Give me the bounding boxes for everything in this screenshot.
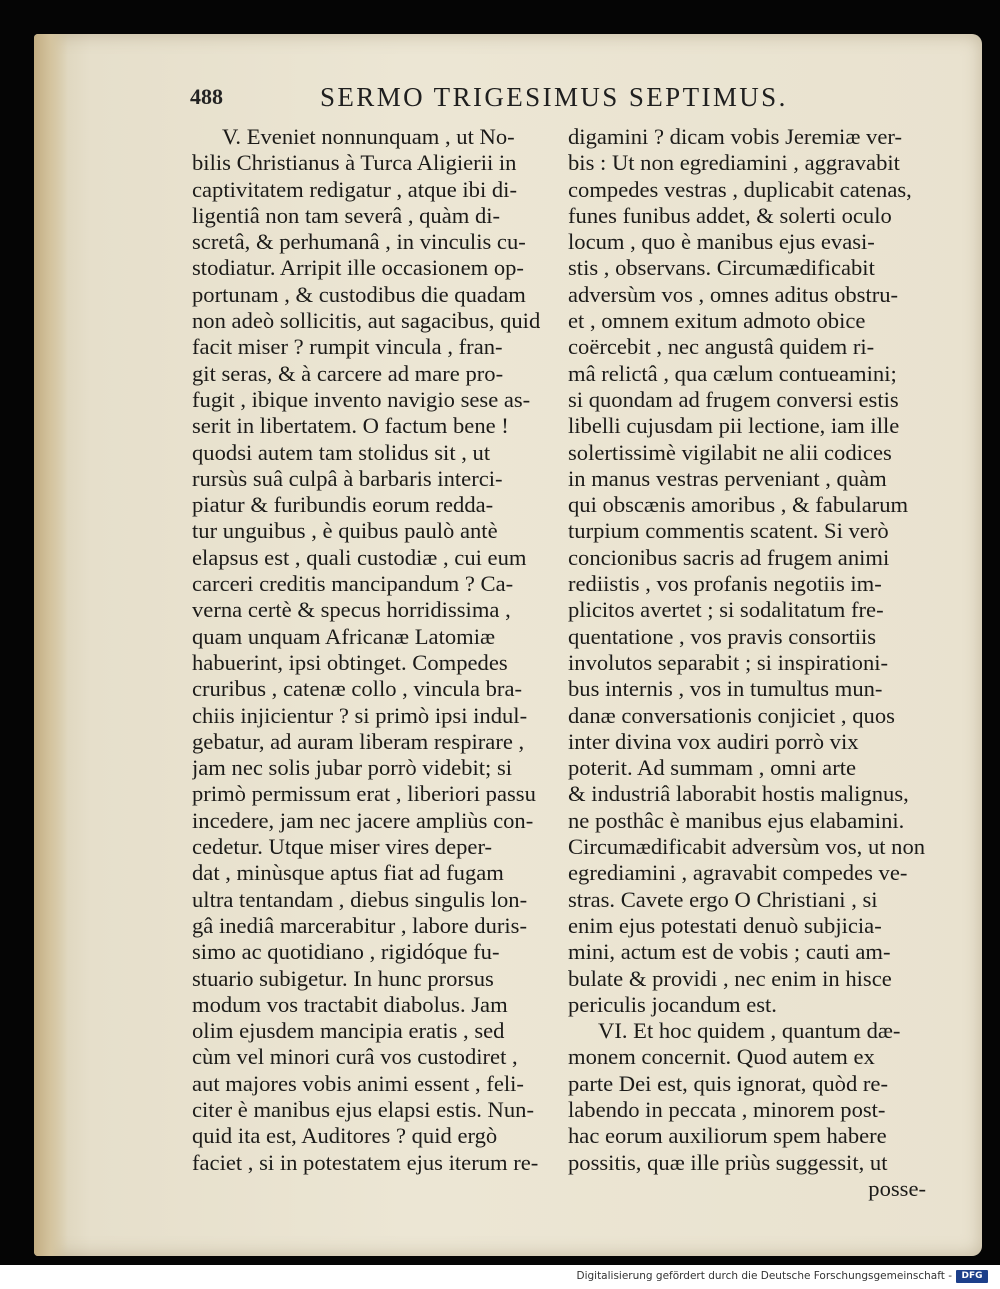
text-line: facit miser ? rumpit vincula , fran-	[192, 334, 503, 360]
text-line: primò permissum erat , liberiori passu	[192, 781, 536, 807]
text-line: libelli cujusdam pii lectione, iam ille	[568, 413, 900, 439]
text-line: adversùm vos , omnes aditus obstru-	[568, 281, 899, 307]
text-line: turpium commentis scatent. Si verò	[568, 518, 889, 544]
text-line: bis : Ut non egrediamini , aggravabit	[568, 150, 900, 176]
text-line: si quondam ad frugem conversi estis	[568, 386, 899, 412]
text-line: concionibus sacris ad frugem animi	[568, 544, 890, 570]
text-line: VI. Et hoc quidem , quantum dæ-	[598, 1018, 901, 1044]
text-line: ultra tentandam , diebus singulis lon-	[192, 886, 528, 912]
text-line: verna certè & specus horridissima ,	[192, 597, 511, 623]
text-line: compedes vestras , duplicabit catenas,	[568, 176, 912, 202]
right-text-column	[568, 124, 926, 1202]
text-line: aut majores vobis animi essent , feli-	[192, 1070, 524, 1096]
text-line: modum vos tractabit diabolus. Jam	[192, 991, 508, 1017]
text-line: citer è manibus ejus elapsi estis. Nun-	[192, 1096, 534, 1122]
page-number: 488	[190, 84, 223, 109]
text-line: stis , observans. Circumædificabit	[568, 255, 875, 281]
text-line: danæ conversationis conjiciet , quos	[568, 702, 895, 728]
text-line: quodsi autem tam stolidus sit , ut	[192, 439, 491, 465]
text-line: et , omnem exitum admoto obice	[568, 308, 866, 334]
text-line: digamini ? dicam vobis Jeremiæ ver-	[568, 124, 902, 149]
text-line: rursùs suâ culpâ à barbaris interci-	[192, 465, 503, 491]
text-line: bulate & providi , nec enim in hisce	[568, 965, 892, 991]
text-line: in manus vestras perveniant , quàm	[568, 465, 887, 491]
text-line: cruribus , catenæ collo , vincula bra-	[192, 676, 523, 702]
text-line: mini, actum est de vobis ; cauti am-	[568, 939, 891, 965]
text-line: locum , quo è manibus ejus evasi-	[568, 229, 875, 255]
text-line: rediistis , vos profanis negotiis im-	[568, 571, 882, 597]
text-line: cedetur. Utque miser vires deper-	[192, 834, 493, 860]
dfg-logo-icon: DFG	[956, 1270, 988, 1283]
text-line: non adeò sollicitis, aut sagacibus, quid	[192, 308, 541, 334]
text-line: labendo in peccata , minorem post-	[568, 1096, 886, 1122]
text-line: habuerint, ipsi obtinget. Compedes	[192, 649, 508, 675]
text-line: Circumædificabit adversùm vos, ut non	[568, 834, 926, 860]
text-line: incedere, jam nec jacere ampliùs con-	[192, 807, 534, 833]
text-line: elapsus est , quali custodiæ , cui eum	[192, 544, 527, 570]
text-line: involutos separabit ; si inspirationi-	[568, 649, 889, 675]
text-line: mâ relictâ , qua cælum contueamini;	[568, 360, 897, 386]
text-line: coërcebit , nec angustâ quidem ri-	[568, 334, 875, 360]
text-line: periculis jocandum est.	[568, 991, 777, 1017]
text-line: egrediamini , agravabit compedes ve-	[568, 860, 908, 886]
left-text-column	[192, 124, 554, 1176]
text-line: dat , minùsque aptus fiat ad fugam	[192, 860, 504, 886]
text-line: olim ejusdem mancipia eratis , sed	[192, 1018, 505, 1044]
text-line: chiis injicientur ? si primò ipsi indul-	[192, 702, 528, 728]
text-line: bus internis , vos in tumultus mun-	[568, 676, 883, 702]
text-line: enim ejus potestati denuò subjicia-	[568, 912, 882, 938]
text-line: git seras, & à carcere ad mare pro-	[192, 360, 504, 386]
page-edge-shadow	[34, 34, 68, 1256]
text-line: plicitos avertet ; si sodalitatum fre-	[568, 597, 884, 623]
text-line: ne posthâc è manibus ejus elabamini.	[568, 807, 905, 833]
text-line: quentatione , vos pravis consortiis	[568, 623, 877, 649]
text-line: faciet , si in potestatem ejus iterum re-	[192, 1149, 539, 1175]
running-head-title: SERMO TRIGESIMUS SEPTIMUS.	[320, 82, 788, 112]
text-line: stodiatur. Arripit ille occasionem op-	[192, 255, 524, 281]
text-line: stuario subigetur. In hunc prorsus	[192, 965, 494, 991]
text-line: hac eorum auxiliorum spem habere	[568, 1123, 887, 1149]
text-line: posse-	[868, 1175, 926, 1201]
text-line: quam unquam Africanæ Latomiæ	[192, 623, 496, 649]
text-line: V. Eveniet nonnunquam , ut No-	[222, 124, 515, 149]
text-line: funes funibus addet, & solerti oculo	[568, 202, 892, 228]
text-line: cùm vel minori curâ vos custodiret ,	[192, 1044, 518, 1070]
text-line: stras. Cavete ergo O Christiani , si	[568, 886, 878, 912]
text-line: parte Dei est, quis ignorat, quòd re-	[568, 1070, 888, 1096]
text-line: portunam , & custodibus die quadam	[192, 281, 526, 307]
text-line: simo ac quotidiano , rigidóque fu-	[192, 939, 500, 965]
text-line: scretâ, & perhumanâ , in vinculis cu-	[192, 229, 526, 255]
text-line: fugit , ibique invento navigio sese as-	[192, 386, 531, 412]
text-line: carceri creditis mancipandum ? Ca-	[192, 571, 514, 597]
text-line: monem concernit. Quod autem ex	[568, 1044, 875, 1070]
footer-bar	[0, 1265, 1000, 1289]
text-line: tur unguibus , è quibus paulò antè	[192, 518, 498, 544]
text-line: serit in libertatem. O factum bene !	[192, 413, 509, 439]
text-line: poterit. Ad summam , omni arte	[568, 755, 857, 781]
text-line: possitis, quæ ille priùs suggessit, ut	[568, 1149, 888, 1175]
footer-credit: Digitalisierung gefördert durch die Deutsche Forschungsgemeinschaft -	[576, 1270, 952, 1282]
text-line: gebatur, ad auram liberam respirare ,	[192, 728, 525, 754]
text-line: captivitatem redigatur , atque ibi di-	[192, 176, 517, 202]
text-line: solertissimè vigilabit ne alii codices	[568, 439, 892, 465]
text-line: ligentiâ non tam severâ , quàm di-	[192, 202, 501, 228]
text-line: piatur & furibundis eorum redda-	[192, 492, 494, 518]
text-line: & industriâ laborabit hostis malignus,	[568, 781, 909, 807]
running-head	[190, 84, 950, 120]
text-line: inter divina vox audiri porrò vix	[568, 728, 859, 754]
text-line: gâ inediâ marcerabitur , labore duris-	[192, 912, 527, 938]
text-line: bilis Christianus à Turca Aligierii in	[192, 150, 517, 176]
text-line: quid ita est, Auditores ? quid ergò	[192, 1123, 498, 1149]
text-line: qui obscænis amoribus , & fabularum	[568, 492, 909, 518]
text-line: jam nec solis jubar porrò videbit; si	[192, 755, 513, 781]
